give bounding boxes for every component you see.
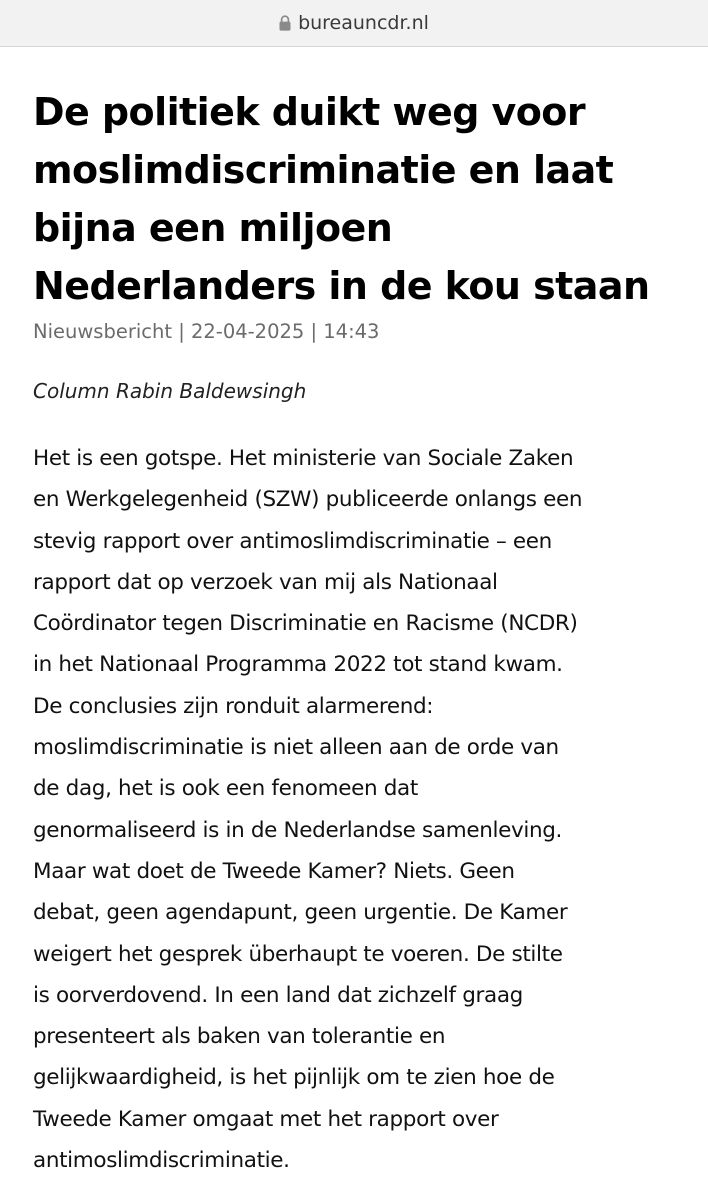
article-title: De politiek duikt weg voor moslimdiscriminatie en laat bijna een miljoen Nederlanders in de kou staan (33, 90, 650, 308)
article-byline: Column Rabin Baldewsingh (33, 379, 307, 403)
url-text: bureauncdr.nl (298, 12, 429, 34)
article-meta: Nieuwsbericht | 22-04-2025 | 14:43 (33, 320, 380, 343)
lock-icon (279, 15, 291, 31)
article-body: Het is een gotspe. Het ministerie van Sociale Zaken en Werkgelegenheid (SZW) publiceerde onlangs een stevig rapport over antimoslimdiscriminatie – een rapport dat op verzoek van mij als Nationaal Coördinator tegen Discriminatie en Racisme (NCDR) in het Nationaal Programma 2022 tot stand kwam. De conclusies zijn ronduit alarmerend: moslimdiscriminatie is niet alleen aan de orde van de dag, het is ook een fenomeen dat genormaliseerd is in de Nederlandse samenleving. Maar wat doet de Tweede Kamer? Niets. Geen debat, geen agendapunt, geen urgentie. De Kamer weigert het gesprek überhaupt te voeren. De stilte is oorverdovend. In een land dat zichzelf graag presenteert als baken van tolerantie en gelijkwaardigheid, is het pijnlijk om te zien hoe de Tweede Kamer omgaat met het rapport over antimoslimdiscriminatie. (33, 446, 583, 1174)
address-bar[interactable] (0, 0, 708, 47)
address-bar-content (279, 12, 429, 34)
article (0, 47, 708, 1181)
